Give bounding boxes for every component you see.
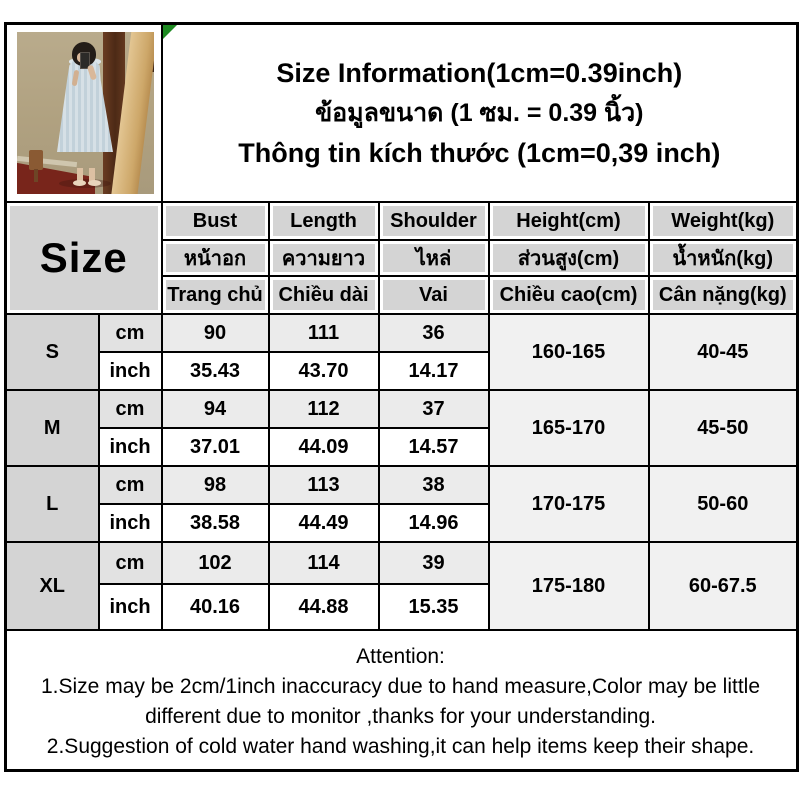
cell-l-shoulder-cm: 38 [379, 466, 489, 504]
cell-l-shoulder-inch: 14.96 [379, 504, 489, 542]
cell-xl-length-cm: 114 [269, 542, 379, 584]
cell-s-length-cm: 111 [269, 314, 379, 352]
table-row-s-cm [6, 314, 798, 352]
cell-s-bust-cm: 90 [162, 314, 269, 352]
col-header-shoulder-th: ไหล่ [379, 240, 489, 276]
size-label-s: S [6, 314, 99, 390]
product-photo-cell [6, 24, 162, 203]
col-header-length-th: ความยาว [269, 240, 379, 276]
size-label-xl: XL [6, 542, 99, 630]
unit-label-inch: inch [99, 428, 162, 466]
col-header-shoulder-vn: Vai [379, 276, 489, 314]
cell-m-shoulder-inch: 14.57 [379, 428, 489, 466]
cell-xl-bust-cm: 102 [162, 542, 269, 584]
cell-l-weight: 50-60 [649, 466, 798, 542]
col-header-height-th: ส่วนสูง(cm) [489, 240, 649, 276]
col-header-weight-vn: Cân nặng(kg) [649, 276, 798, 314]
photo-chair [29, 150, 43, 170]
table-row-m-cm [6, 390, 798, 428]
col-header-length-vn: Chiều dài [269, 276, 379, 314]
col-header-bust-vn: Trang chủ [162, 276, 269, 314]
size-table [4, 22, 799, 772]
col-header-bust-th: หน้าอก [162, 240, 269, 276]
size-label-l: L [6, 466, 99, 542]
cell-l-height: 170-175 [489, 466, 649, 542]
col-header-height-vn: Chiều cao(cm) [489, 276, 649, 314]
size-chart-sheet [4, 22, 796, 772]
photo-chair-leg [34, 169, 38, 182]
cell-xl-weight: 60-67.5 [649, 542, 798, 630]
cell-m-bust-inch: 37.01 [162, 428, 269, 466]
green-corner-flag-icon [163, 25, 177, 39]
title-thai: ข้อมูลขนาด (1 ซม. = 0.39 นิ้ว) [315, 99, 644, 127]
cell-m-shoulder-cm: 37 [379, 390, 489, 428]
title-cell [162, 24, 798, 203]
unit-label-cm: cm [99, 314, 162, 352]
size-header-label: Size [39, 234, 128, 281]
unit-label-inch: inch [99, 352, 162, 390]
cell-xl-bust-inch: 40.16 [162, 584, 269, 630]
cell-m-length-cm: 112 [269, 390, 379, 428]
cell-m-weight: 45-50 [649, 390, 798, 466]
col-header-length: Length [269, 202, 379, 240]
size-header-cell [6, 202, 162, 314]
cell-l-length-cm: 113 [269, 466, 379, 504]
cell-l-bust-cm: 98 [162, 466, 269, 504]
unit-label-inch: inch [99, 504, 162, 542]
attention-note [6, 630, 798, 771]
cell-s-height: 160-165 [489, 314, 649, 390]
unit-label-cm: cm [99, 542, 162, 584]
cell-l-bust-inch: 38.58 [162, 504, 269, 542]
col-header-weight-th: น้ำหนัก(kg) [649, 240, 798, 276]
title-vietnamese: Thông tin kích thước (1cm=0,39 inch) [238, 138, 721, 168]
unit-label-cm: cm [99, 466, 162, 504]
cell-s-bust-inch: 35.43 [162, 352, 269, 390]
cell-s-weight: 40-45 [649, 314, 798, 390]
col-header-shoulder: Shoulder [379, 202, 489, 240]
product-photo [17, 32, 154, 194]
cell-xl-height: 175-180 [489, 542, 649, 630]
cell-m-height: 165-170 [489, 390, 649, 466]
model-foot [73, 180, 86, 186]
cell-xl-length-inch: 44.88 [269, 584, 379, 630]
model-foot [88, 180, 101, 186]
col-header-height: Height(cm) [489, 202, 649, 240]
cell-l-length-inch: 44.49 [269, 504, 379, 542]
attention-line-2: 2.Suggestion of cold water hand washing,it can help items keep their shape. [46, 734, 755, 758]
cell-xl-shoulder-cm: 39 [379, 542, 489, 584]
col-header-bust: Bust [162, 202, 269, 240]
cell-m-length-inch: 44.09 [269, 428, 379, 466]
attention-heading: Attention: [356, 644, 445, 668]
cell-s-length-inch: 43.70 [269, 352, 379, 390]
unit-label-cm: cm [99, 390, 162, 428]
unit-label-inch: inch [99, 584, 162, 630]
cell-m-bust-cm: 94 [162, 390, 269, 428]
table-row-xl-cm [6, 542, 798, 584]
col-header-weight: Weight(kg) [649, 202, 798, 240]
size-label-m: M [6, 390, 99, 466]
cell-xl-shoulder-inch: 15.35 [379, 584, 489, 630]
attention-line-1: 1.Size may be 2cm/1inch inaccuracy due to hand measure,Color may be little different due to monitor ,thanks for your understanding. [41, 674, 761, 728]
cell-s-shoulder-inch: 14.17 [379, 352, 489, 390]
table-row-l-cm [6, 466, 798, 504]
cell-s-shoulder-cm: 36 [379, 314, 489, 352]
title-english: Size Information(1cm=0.39inch) [276, 58, 683, 88]
